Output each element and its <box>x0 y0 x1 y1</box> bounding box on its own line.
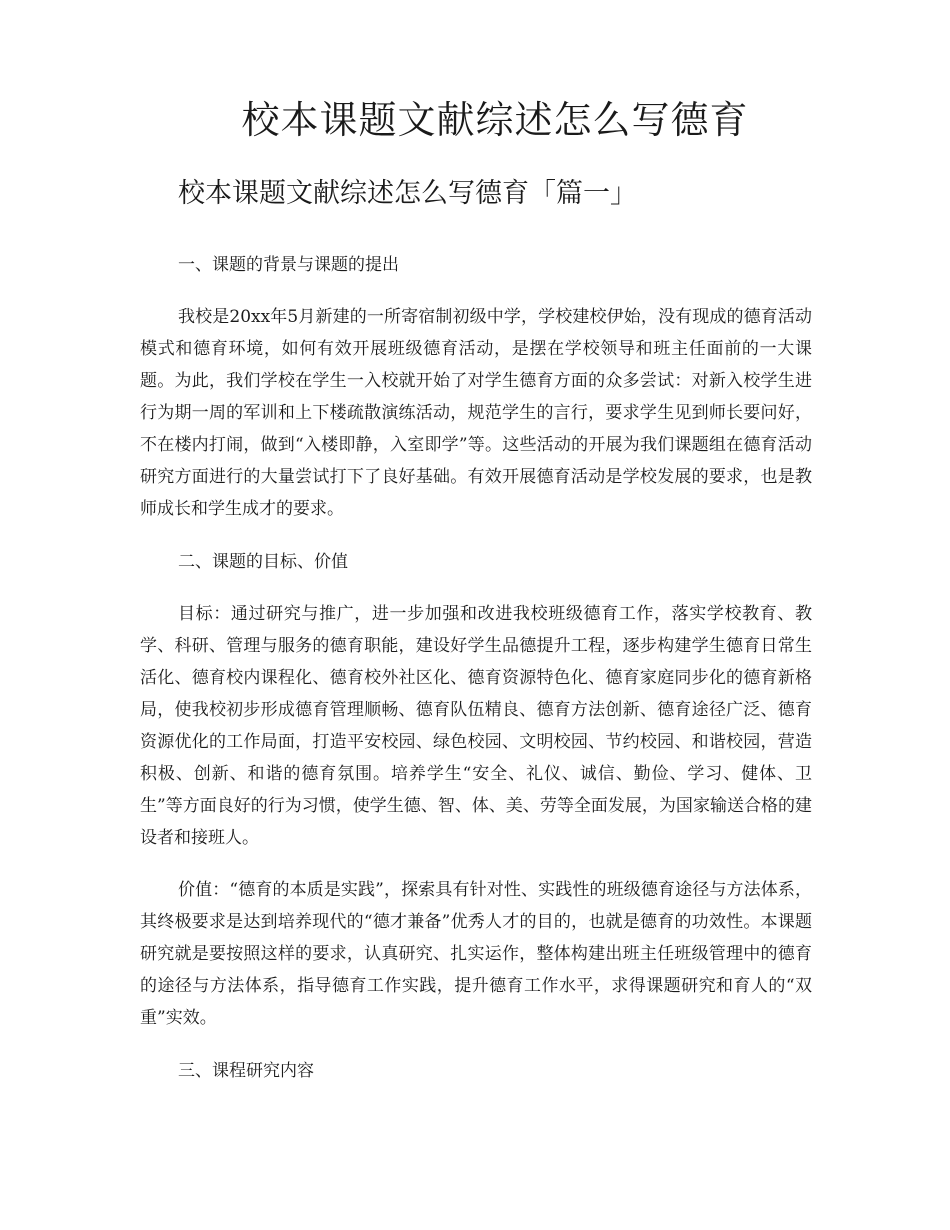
section-title: 校本课题文献综述怎么写德育「篇一」 <box>178 178 637 209</box>
heading-goals-value: 二、课题的目标、价值 <box>178 552 348 572</box>
heading-background: 一、课题的背景与课题的提出 <box>178 255 399 275</box>
paragraph-value: 价值：“德育的本质是实践”，探索具有针对性、实践性的班级德育途径与方法体系，其终极要求是达到培养现代的“德才兼备”优秀人才的目的，也就是德育的功效性。本课题研究就是要按照这样的要求，认真研究、扎实运作，整体构建出班主任班级管理中的德育的途径与方法体系，指导德育工作实践，提升德育工作水平，求得课题研究和育人的“双重”实效。 <box>140 880 812 1028</box>
paragraph-background: 我校是20xx年5月新建的一所寄宿制初级中学，学校建校伊始，没有现成的德育活动模式和德育环境，如何有效开展班级德育活动，是摆在学校领导和班主任面前的一大课题。为此，我们学校在学生一入校就开始了对学生德育方面的众多尝试：对新入校学生进行为期一周的军训和上下楼疏散演练活动，规范学生的言行，要求学生见到师长要问好，不在楼内打闹，做到“入楼即静，入室即学”等。这些活动的开展为我们课题组在德育活动研究方面进行的大量尝试打下了良好基础。有效开展德育活动是学校发展的要求，也是教师成长和学生成才的要求。 <box>140 307 812 519</box>
document-body <box>140 248 812 1107</box>
document-title: 校本课题文献综述怎么写德育 <box>241 98 749 142</box>
paragraph-goals: 目标：通过研究与推广，进一步加强和改进我校班级德育工作，落实学校教育、教学、科研、管理与服务的德育职能，建设好学生品德提升工程，逐步构建学生德育日常生活化、德育校内课程化、德育校外社区化、德育资源特色化、德育家庭同步化的德育新格局，使我校初步形成德育管理顺畅、德育队伍精良、德育方法创新、德育途径广泛、德育资源优化的工作局面，打造平安校园、绿色校园、文明校园、节约校园、和谐校园，营造积极、创新、和谐的德育氛围。培养学生“安全、礼仪、诚信、勤俭、学习、健体、卫生”等方面良好的行为习惯，使学生德、智、体、美、劳等全面发展，为国家输送合格的建设者和接班人。 <box>140 604 812 848</box>
heading-research-content: 三、课程研究内容 <box>178 1061 314 1081</box>
